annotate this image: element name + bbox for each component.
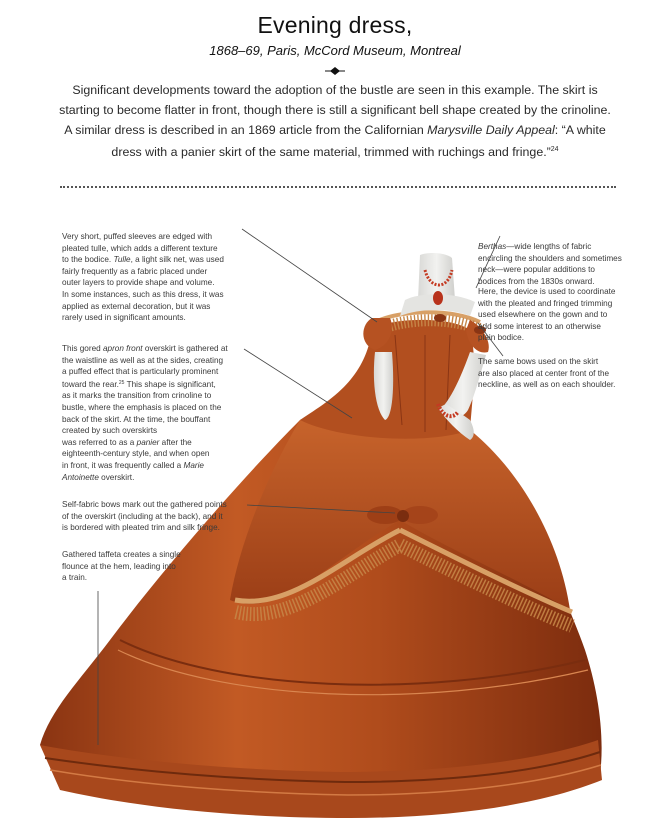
caption-apron-front [62,343,228,483]
caption-line: , a light silk net, was used [130,255,224,265]
caption-line: In some instances, such as this dress, it was [62,289,224,299]
caption-line: Here, the device is used to coordinate [478,287,616,296]
caption-line: encircling the shoulders and sometimes [478,253,622,263]
dotted-divider [60,186,616,188]
intro-line: starting to become flatter in front, though there is still a significant bell shape created by the crinoline. [59,103,611,117]
caption-term: Marie [183,460,204,470]
caption-device [478,286,615,344]
intro-line: Significant developments toward the adoption of the bustle are seen in this example. The skirt is [72,83,598,97]
caption-line: the waistline as well as at the sides, creating [62,355,224,365]
caption-line: bodices from the 1830s onward. [478,276,595,286]
caption-term: Antoinette [62,472,99,482]
caption-line: toward the rear. [62,379,119,389]
caption-line: —wide lengths of fabric [506,242,592,251]
caption-line: Very short, puffed sleeves are edged with [62,232,213,241]
intro-publication: Marysville Daily Appeal [427,123,555,137]
caption-line: Gathered taffeta creates a single [62,550,181,559]
intro-line: A similar dress is described in an 1869 article from the Californian [64,123,428,137]
caption-line: are also placed at center front of the [478,368,610,378]
intro-line: dress with a panier skirt of the same material, trimmed with ruchings and fringe.” [111,145,551,159]
caption-line: flounce at the hem, leading into [62,561,176,571]
caption-line: This shape is significant, [124,379,216,389]
caption-term: panier [136,437,160,447]
caption-line: to the bodice. [62,255,114,265]
caption-line: fairly frequently as a fabric placed under [62,266,208,276]
caption-line: of the overskirt (including at the back), and it [62,511,223,521]
diamond-ornament-icon [325,66,345,76]
footnote-ref: 24 [550,146,559,153]
caption-line: is bordered with pleated trim and silk fringe. [62,523,220,533]
caption-line: was referred to as a [62,437,137,447]
page-subtitle: 1868–69, Paris, McCord Museum, Montreal [209,43,461,58]
footnote-ref: 25 [118,379,125,386]
caption-line: neck—were popular additions to [478,265,595,275]
caption-term: apron front [102,344,143,353]
intro-paragraph [28,80,642,162]
caption-line: eighteenth-century style, and when open [62,449,210,459]
caption-berthas [478,241,622,287]
caption-self-fabric-bows [62,499,227,534]
caption-sleeves [62,231,224,324]
caption-line: back of the skirt. At the time, the bouffant [62,414,211,424]
caption-line: overskirt. [98,472,135,482]
page-title: Evening dress, [257,12,413,38]
caption-line: Self-fabric bows mark out the gathered points [62,500,227,509]
caption-line: bustle, where the emphasis is placed on the [62,402,222,412]
caption-line: The same bows used on the skirt [478,357,599,366]
intro-line: : “A white [554,123,606,137]
caption-gathered-taffeta [62,549,181,584]
caption-line: created by such overskirts [62,426,158,436]
caption-line: as it marks the transition from crinoline to [62,391,212,401]
caption-line: with the pleated and fringed trimming [478,298,613,308]
caption-term: Tulle [113,255,131,265]
caption-line: a train. [62,573,88,583]
caption-line: used elsewhere on the gown and to [478,310,608,320]
caption-line: rarely used in significant amounts. [62,313,186,323]
caption-line: This gored [62,344,103,353]
caption-line: outer layers to provide shape and volume. [62,278,215,288]
caption-line: pleated tulle, which adds a different texture [62,243,218,253]
caption-line: a puffed effect that is particularly prominent [62,367,219,377]
caption-line: add some interest to an otherwise [478,321,601,331]
caption-term: Berthas [478,242,507,251]
caption-line: in front, it was frequently called a [62,460,184,470]
caption-line: plain bodice. [478,333,524,343]
caption-line: overskirt is gathered at [142,344,228,353]
caption-line: applied as external decoration, but it was [62,301,211,311]
caption-line: neckline, as well as on each shoulder. [478,380,616,390]
caption-same-bows [478,356,615,391]
caption-line: after the [159,437,192,447]
